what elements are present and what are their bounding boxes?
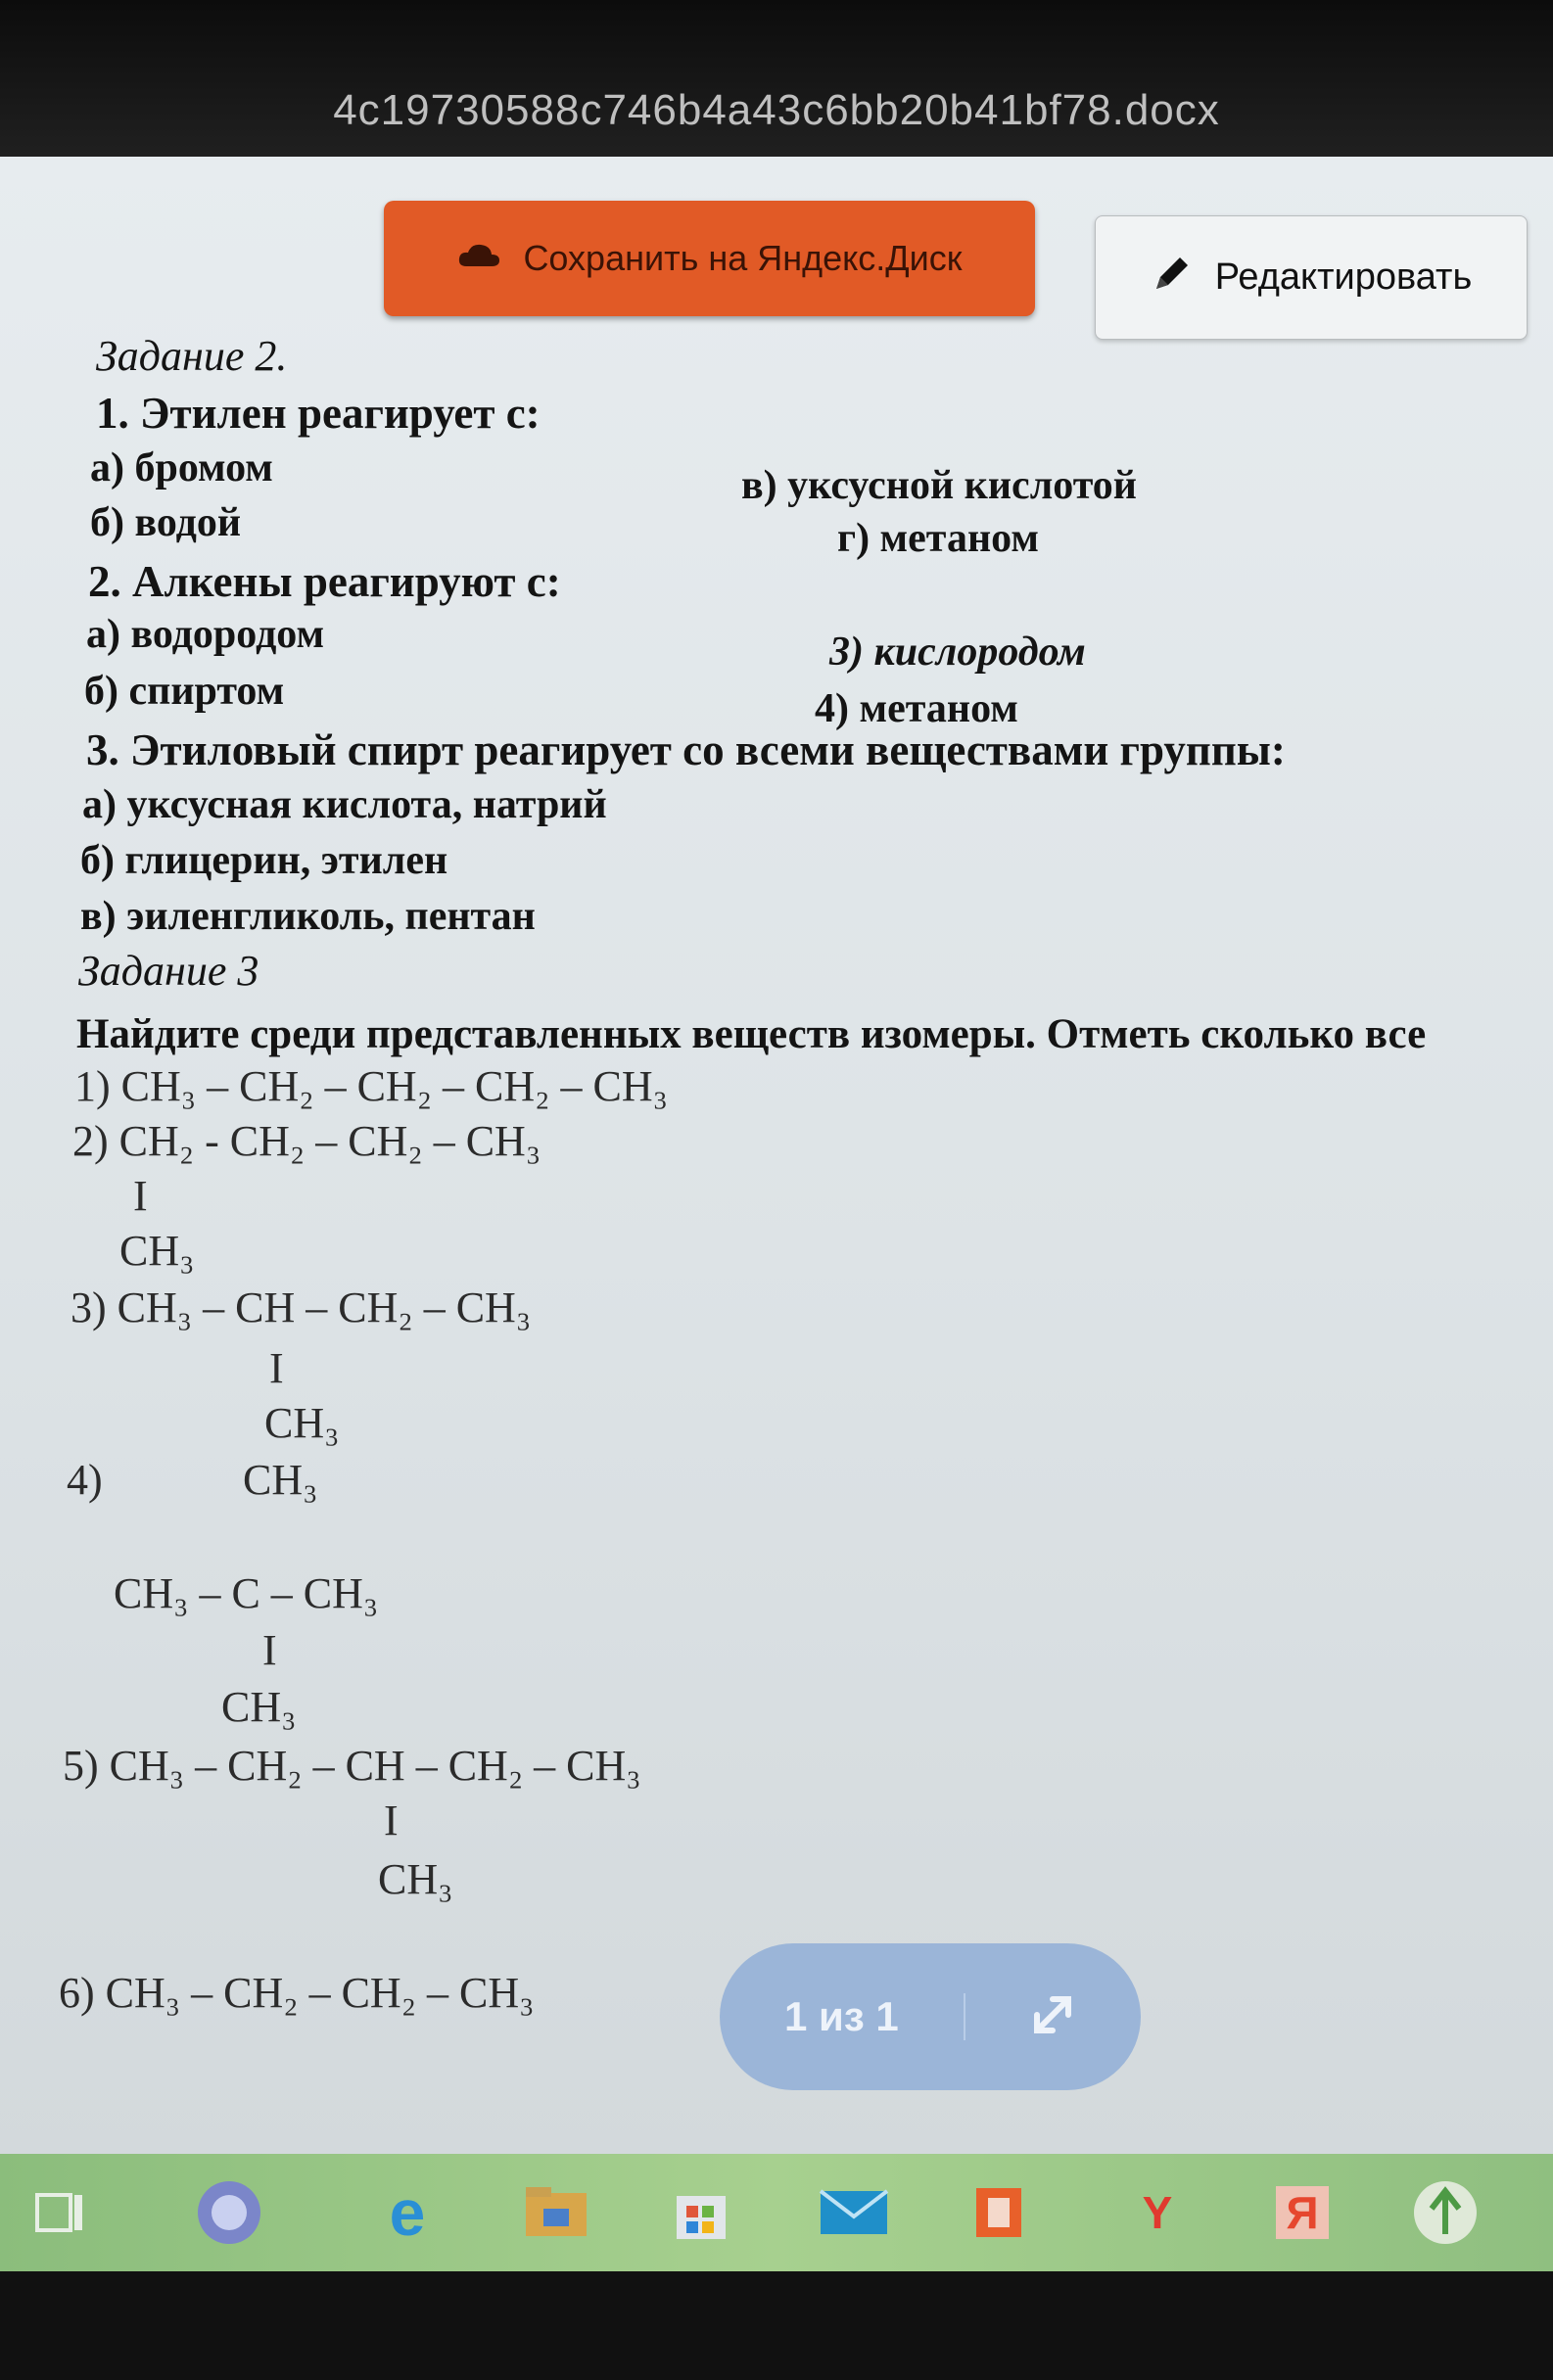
- q1-option-b: б) водой: [90, 500, 242, 545]
- q2-option-b: б) спиртом: [84, 669, 285, 714]
- cloud-icon: [456, 238, 501, 279]
- formula-5-branch: CH₃: [378, 1855, 453, 1903]
- formula-4: CH₃ – C – CH₃: [114, 1569, 379, 1617]
- formula-4-number: 4): [67, 1456, 103, 1504]
- cortana-icon[interactable]: [192, 2175, 266, 2250]
- page-navigator: [720, 1943, 1141, 2090]
- q2-option-3: 3) кислородом: [829, 630, 1086, 675]
- question-1: 1. Этилен реагирует с:: [96, 389, 541, 438]
- file-name: 4c19730588c746b4a43c6bb20b41bf78.docx: [333, 86, 1220, 134]
- q2-option-4: 4) метаном: [815, 686, 1018, 731]
- formula-4-bottom: CH₃: [221, 1683, 297, 1731]
- expand-button[interactable]: [965, 1987, 1141, 2047]
- yandex-icon[interactable]: Я: [1265, 2175, 1340, 2250]
- q1-option-a: а) бромом: [90, 445, 273, 490]
- file-explorer-icon[interactable]: [519, 2175, 593, 2250]
- q1-option-v: в) уксусной кислотой: [741, 463, 1137, 508]
- office-icon[interactable]: [962, 2175, 1036, 2250]
- formula-3-bond: I: [269, 1344, 284, 1392]
- q2-option-a: а) водородом: [86, 612, 325, 657]
- formula-2-bond: I: [133, 1172, 148, 1220]
- formula-4-top: CH₃: [243, 1456, 318, 1504]
- store-icon[interactable]: [664, 2175, 738, 2250]
- edit-button[interactable]: [1095, 215, 1528, 340]
- screen-bezel: [0, 2271, 1553, 2380]
- app-icon[interactable]: [1408, 2175, 1482, 2250]
- page-counter: 1 из 1: [720, 1993, 965, 2040]
- task-view-icon[interactable]: [22, 2175, 96, 2250]
- pencil-icon: [1151, 252, 1194, 304]
- formula-2: 2) CH₂ - CH₂ – CH₂ – CH₃: [72, 1117, 541, 1165]
- q3-option-a: а) уксусная кислота, натрий: [82, 782, 607, 827]
- save-button-label: Сохранить на Яндекс.Диск: [523, 238, 963, 278]
- window-titlebar: [0, 0, 1553, 157]
- mail-icon[interactable]: [817, 2175, 891, 2250]
- edit-button-label: Редактировать: [1214, 257, 1473, 298]
- yandex-browser-icon[interactable]: Y: [1142, 2187, 1173, 2238]
- q3-option-b: б) глицерин, этилен: [80, 838, 448, 883]
- save-to-yandex-disk-button[interactable]: [384, 201, 1035, 316]
- formula-3-branch: CH₃: [264, 1399, 340, 1447]
- formula-1: 1) CH₃ – CH₂ – CH₂ – CH₂ – CH₃: [74, 1062, 668, 1110]
- edge-icon[interactable]: e: [389, 2176, 426, 2249]
- task-3-heading: Задание 3: [78, 947, 259, 995]
- formula-5: 5) CH₃ – CH₂ – CH – CH₂ – CH₃: [63, 1742, 641, 1790]
- formula-3: 3) CH₃ – CH – CH₂ – CH₃: [71, 1283, 532, 1331]
- q3-option-v: в) эиленгликоль, пентан: [80, 894, 536, 939]
- expand-icon: [1025, 1987, 1080, 2047]
- formula-2-branch: CH₃: [119, 1227, 195, 1275]
- formula-4-bond: I: [262, 1626, 277, 1674]
- task-2-heading: Задание 2.: [96, 332, 288, 380]
- formula-5-bond: I: [384, 1797, 399, 1844]
- formula-6: 6) CH₃ – CH₂ – CH₂ – CH₃: [59, 1969, 535, 2017]
- question-2: 2. Алкены реагируют с:: [88, 557, 561, 606]
- q1-option-g: г) метаном: [837, 516, 1039, 561]
- task-3-instruction: Найдите среди представленных веществ изомеры. Отметь сколько все: [76, 1011, 1427, 1057]
- question-3: 3. Этиловый спирт реагирует со всеми веществами группы:: [86, 725, 1286, 774]
